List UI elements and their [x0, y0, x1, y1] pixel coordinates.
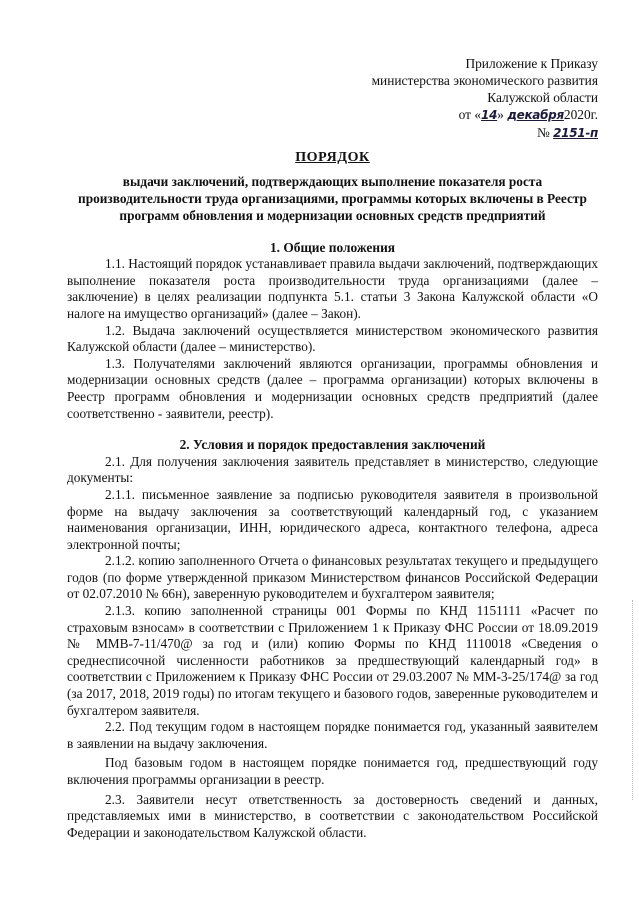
- paragraph-2-1-2: 2.1.2. копию заполненного Отчета о финансовых результатах текущего и предыдущего годов (по форме утвержденной приказом Министерством финансов Российской Федерации от 02.07.2010 № 66н), заверенную руководителем и бухгалтером заявителя;: [67, 553, 598, 602]
- appendix-number: № 2151-п: [536, 125, 598, 140]
- date-year: 2020: [563, 107, 591, 122]
- document-body: [67, 150, 598, 841]
- appendix-line-2: министерства экономического развития: [371, 73, 598, 88]
- paragraph-2-3: 2.3. Заявители несут ответственность за достоверность сведений и данных, представляемых ими в министерство, в соответствии с законодательством Российской Федерации и законодательством Калужской области.: [67, 791, 598, 840]
- handwritten-day: 14: [481, 108, 498, 122]
- appendix-line-3: Калужской области: [487, 90, 598, 105]
- paragraph-1-3: 1.3. Получателями заключений являются организации, программы обновления и модернизации основных средств (далее – программа организации) которых включены в Реестр программ обновления и модернизации основных средств предприятий (далее соответственно - заявители, реестр).: [67, 355, 598, 421]
- paragraph-2-1: 2.1. Для получения заключения заявитель представляет в министерство, следующие документы:: [67, 453, 598, 486]
- paragraph-2-1-1: 2.1.1. письменное заявление за подписью руководителя заявителя в произвольной форме на выдачу заключения за соответствующий календарный год, с указанием наименования организации, ИНН, юридического адреса, контактного телефона, адреса электронной почты;: [67, 486, 598, 552]
- paragraph-1-1: 1.1. Настоящий порядок устанавливает правила выдачи заключений, подтверждающих выполнение показателя роста производительности труда организациями (далее – заключение) в целях реализации подпункта 5.1. статьи 3 Закона Калужской области «О налоге на имущество организаций» (далее – Закон).: [67, 256, 598, 321]
- section-1-heading: 1. Общие положения: [269, 239, 396, 255]
- paragraph-1-2: 1.2. Выдача заключений осуществляется министерством экономического развития Калужской области (далее – министерство).: [67, 322, 598, 355]
- handwritten-month: декабря: [507, 108, 564, 122]
- document-title: ПОРЯДОК: [295, 150, 370, 165]
- paragraph-2-2: 2.2. Под текущим годом в настоящем порядке понимается год, указанный заявителем в заявлении на выдачу заключения.: [67, 719, 598, 751]
- handwritten-number: 2151-п: [553, 126, 598, 140]
- section-2-heading: 2. Условия и порядок предоставления заключений: [179, 437, 486, 453]
- scan-margin-marks: [632, 600, 635, 800]
- appendix-header: [300, 55, 598, 142]
- document-subtitle: выдачи заключений, подтверждающих выполнение показателя роста производительности труда организациями, программы которых включены в Реестр программ обновления и модернизации основных средств предприятий: [78, 173, 587, 223]
- paragraph-2-2-base-year: Под базовым годом в настоящем порядке понимается год, предшествующий году включения программы организации в реестр.: [67, 755, 598, 787]
- paragraph-2-1-3: 2.1.3. копию заполненной страницы 001 Формы по КНД 1151111 «Расчет по страховым взносам» в соответствии с Приложением 1 к Приказу ФНС России от 18.09.2019 № ММВ-7-11/470@ за год и (или) копию Формы по КНД 1110018 «Сведения о среднесписочной численности работников за предшествующий календарный год» в соответствии с Приложением к Приказу ФНС России от 29.03.2007 № ММ-3-25/174@ за год (за 2017, 2018, 2019 годы) по итогам текущего и базового годов, заверенные руководителем и бухгалтером заявителя.: [67, 603, 598, 718]
- appendix-line-1: Приложение к Приказу: [465, 56, 598, 71]
- appendix-date: от «14» декабря2020г.: [458, 107, 598, 122]
